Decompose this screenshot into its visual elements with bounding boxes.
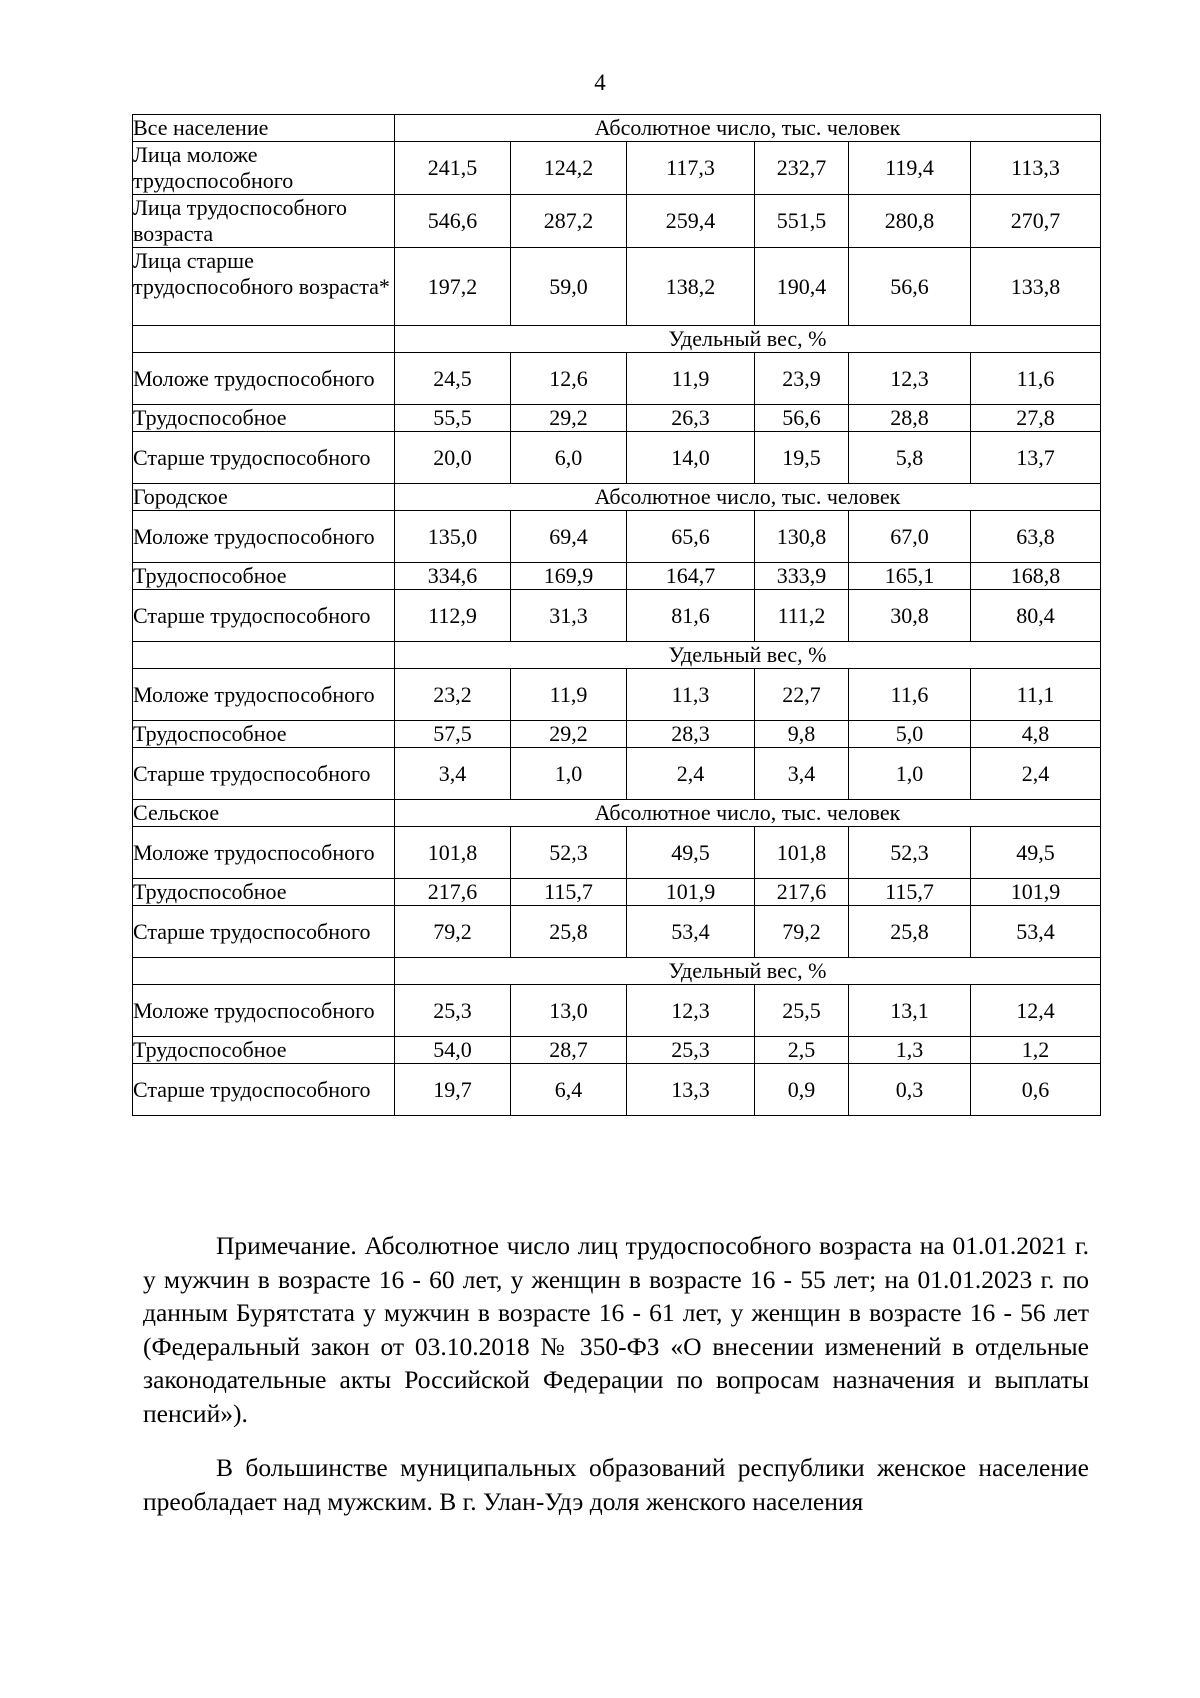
- table-cell: 49,5: [627, 827, 755, 879]
- table-cell: 13,1: [849, 985, 971, 1037]
- table-cell: 217,6: [755, 879, 849, 906]
- table-cell: 22,7: [755, 669, 849, 721]
- section-label: Сельское: [133, 800, 395, 827]
- row-label: Лица старше трудоспособного возраста*: [133, 248, 395, 326]
- unit-header-row: [133, 484, 1101, 511]
- population-table: [132, 114, 1101, 1116]
- table-cell: 1,2: [971, 1037, 1101, 1064]
- row-label: Трудоспособное: [133, 405, 395, 432]
- table-row: [133, 432, 1101, 484]
- row-label: Моложе трудоспособного: [133, 985, 395, 1037]
- row-label: Старше трудоспособного: [133, 906, 395, 958]
- unit-header-row: [133, 642, 1101, 669]
- table-cell: 25,5: [755, 985, 849, 1037]
- table-cell: 6,0: [511, 432, 627, 484]
- unit-label: Абсолютное число, тыс. человек: [395, 800, 1101, 827]
- table-cell: 29,2: [511, 405, 627, 432]
- table-cell: 11,1: [971, 669, 1101, 721]
- table-cell: 2,5: [755, 1037, 849, 1064]
- table-cell: 69,4: [511, 511, 627, 563]
- table-cell: 12,4: [971, 985, 1101, 1037]
- row-label: Трудоспособное: [133, 879, 395, 906]
- row-label: Трудоспособное: [133, 563, 395, 590]
- table-cell: 6,4: [511, 1064, 627, 1116]
- table-cell: 25,3: [395, 985, 511, 1037]
- section-label: Городское: [133, 484, 395, 511]
- table-cell: 115,7: [849, 879, 971, 906]
- table-cell: 119,4: [849, 142, 971, 195]
- table-row: [133, 563, 1101, 590]
- section-label: [133, 958, 395, 985]
- table-cell: 79,2: [755, 906, 849, 958]
- table-cell: 14,0: [627, 432, 755, 484]
- table-cell: 19,7: [395, 1064, 511, 1116]
- table-cell: 11,6: [971, 353, 1101, 405]
- table-cell: 54,0: [395, 1037, 511, 1064]
- table-cell: 12,3: [849, 353, 971, 405]
- table-cell: 52,3: [849, 827, 971, 879]
- table-row: [133, 248, 1101, 326]
- section-label: [133, 326, 395, 353]
- table-cell: 11,3: [627, 669, 755, 721]
- table-cell: 20,0: [395, 432, 511, 484]
- table-cell: 551,5: [755, 195, 849, 248]
- unit-label: Абсолютное число, тыс. человек: [395, 115, 1101, 142]
- table-cell: 1,0: [511, 748, 627, 800]
- table-cell: 0,9: [755, 1064, 849, 1116]
- table-cell: 101,9: [971, 879, 1101, 906]
- table-row: [133, 827, 1101, 879]
- table-cell: 232,7: [755, 142, 849, 195]
- table-cell: 241,5: [395, 142, 511, 195]
- table-cell: 3,4: [755, 748, 849, 800]
- table-cell: 56,6: [849, 248, 971, 326]
- table-cell: 1,0: [849, 748, 971, 800]
- table-cell: 5,0: [849, 721, 971, 748]
- table-cell: 29,2: [511, 721, 627, 748]
- table-cell: 13,7: [971, 432, 1101, 484]
- table-cell: 101,8: [755, 827, 849, 879]
- table-cell: 130,8: [755, 511, 849, 563]
- table-cell: 13,0: [511, 985, 627, 1037]
- table-cell: 101,8: [395, 827, 511, 879]
- table-cell: 25,8: [849, 906, 971, 958]
- table-cell: 63,8: [971, 511, 1101, 563]
- row-label: Лица моложе трудоспособного: [133, 142, 395, 195]
- table-cell: 1,3: [849, 1037, 971, 1064]
- table-cell: 0,3: [849, 1064, 971, 1116]
- unit-header-row: [133, 326, 1101, 353]
- table-cell: 11,6: [849, 669, 971, 721]
- table-cell: 28,7: [511, 1037, 627, 1064]
- table-row: [133, 721, 1101, 748]
- table-cell: 12,6: [511, 353, 627, 405]
- table-cell: 0,6: [971, 1064, 1101, 1116]
- table-cell: 111,2: [755, 590, 849, 642]
- table-cell: 190,4: [755, 248, 849, 326]
- table-cell: 112,9: [395, 590, 511, 642]
- table-row: [133, 748, 1101, 800]
- table-cell: 2,4: [971, 748, 1101, 800]
- table-row: [133, 985, 1101, 1037]
- table-cell: 59,0: [511, 248, 627, 326]
- table-cell: 52,3: [511, 827, 627, 879]
- table-cell: 26,3: [627, 405, 755, 432]
- table-cell: 80,4: [971, 590, 1101, 642]
- table-cell: 259,4: [627, 195, 755, 248]
- table-cell: 31,3: [511, 590, 627, 642]
- table-cell: 138,2: [627, 248, 755, 326]
- unit-header-row: [133, 958, 1101, 985]
- table-cell: 164,7: [627, 563, 755, 590]
- table-cell: 333,9: [755, 563, 849, 590]
- table-cell: 3,4: [395, 748, 511, 800]
- table-cell: 546,6: [395, 195, 511, 248]
- row-label: Старше трудоспособного: [133, 748, 395, 800]
- table-cell: 49,5: [971, 827, 1101, 879]
- unit-label: Удельный вес, %: [395, 326, 1101, 353]
- table-row: [133, 353, 1101, 405]
- table-row: [133, 142, 1101, 195]
- table-cell: 334,6: [395, 563, 511, 590]
- table-cell: 165,1: [849, 563, 971, 590]
- table-cell: 19,5: [755, 432, 849, 484]
- table-cell: 67,0: [849, 511, 971, 563]
- table-cell: 23,2: [395, 669, 511, 721]
- table-row: [133, 669, 1101, 721]
- table-row: [133, 906, 1101, 958]
- table-cell: 28,3: [627, 721, 755, 748]
- row-label: Моложе трудоспособного: [133, 353, 395, 405]
- table-cell: 9,8: [755, 721, 849, 748]
- unit-label: Удельный вес, %: [395, 642, 1101, 669]
- table-cell: 53,4: [627, 906, 755, 958]
- table-cell: 28,8: [849, 405, 971, 432]
- body-paragraph: В большинстве муниципальных образований республики женское население преобладает над мужским. В г. Улан-Удэ доля женского населения: [143, 1453, 1089, 1516]
- row-label: Моложе трудоспособного: [133, 669, 395, 721]
- section-label: [133, 642, 395, 669]
- table-cell: 270,7: [971, 195, 1101, 248]
- table-cell: 113,3: [971, 142, 1101, 195]
- table-cell: 217,6: [395, 879, 511, 906]
- row-label: Старше трудоспособного: [133, 432, 395, 484]
- table-row: [133, 590, 1101, 642]
- table-cell: 56,6: [755, 405, 849, 432]
- note-paragraph: Примечание. Абсолютное число лиц трудоспособного возраста на 01.01.2021 г. у мужчин в возрасте 16 - 60 лет, у женщин в возрасте 16 - 55 лет; на 01.01.2023 г. по данным Бурятстата у мужчин в возрасте 16 - 61 лет, у женщин в возрасте 16 - 56 лет (Федеральный закон от 03.10.2018 № 350-ФЗ «О внесении изменений в отдельные законодательные акты Российской Федерации по вопросам назначения и выплаты пенсий»).: [143, 1231, 1089, 1428]
- table-cell: 25,3: [627, 1037, 755, 1064]
- table-cell: 53,4: [971, 906, 1101, 958]
- table-cell: 124,2: [511, 142, 627, 195]
- table-cell: 27,8: [971, 405, 1101, 432]
- table-cell: 13,3: [627, 1064, 755, 1116]
- row-label: Старше трудоспособного: [133, 1064, 395, 1116]
- table-cell: 280,8: [849, 195, 971, 248]
- table-row: [133, 1037, 1101, 1064]
- table-cell: 5,8: [849, 432, 971, 484]
- row-label: Трудоспособное: [133, 721, 395, 748]
- row-label: Моложе трудоспособного: [133, 827, 395, 879]
- table-row: [133, 405, 1101, 432]
- table-cell: 23,9: [755, 353, 849, 405]
- table-cell: 12,3: [627, 985, 755, 1037]
- section-label: Все население: [133, 115, 395, 142]
- table-cell: 287,2: [511, 195, 627, 248]
- table-cell: 81,6: [627, 590, 755, 642]
- row-label: Лица трудоспособного возраста: [133, 195, 395, 248]
- table-cell: 197,2: [395, 248, 511, 326]
- table-cell: 55,5: [395, 405, 511, 432]
- row-label: Старше трудоспособного: [133, 590, 395, 642]
- table-cell: 25,8: [511, 906, 627, 958]
- row-label: Моложе трудоспособного: [133, 511, 395, 563]
- table-cell: 115,7: [511, 879, 627, 906]
- table-cell: 133,8: [971, 248, 1101, 326]
- table-row: [133, 195, 1101, 248]
- table-cell: 168,8: [971, 563, 1101, 590]
- table-row: [133, 511, 1101, 563]
- table-cell: 4,8: [971, 721, 1101, 748]
- page-number: 4: [594, 70, 606, 95]
- table-cell: 169,9: [511, 563, 627, 590]
- table-cell: 2,4: [627, 748, 755, 800]
- table-cell: 57,5: [395, 721, 511, 748]
- table-cell: 65,6: [627, 511, 755, 563]
- table-cell: 117,3: [627, 142, 755, 195]
- table-cell: 30,8: [849, 590, 971, 642]
- table-row: [133, 879, 1101, 906]
- unit-header-row: [133, 800, 1101, 827]
- unit-label: Абсолютное число, тыс. человек: [395, 484, 1101, 511]
- table-row: [133, 1064, 1101, 1116]
- table-cell: 11,9: [627, 353, 755, 405]
- unit-header-row: [133, 115, 1101, 142]
- unit-label: Удельный вес, %: [395, 958, 1101, 985]
- table-cell: 79,2: [395, 906, 511, 958]
- table-cell: 101,9: [627, 879, 755, 906]
- table-cell: 24,5: [395, 353, 511, 405]
- table-cell: 11,9: [511, 669, 627, 721]
- table-cell: 135,0: [395, 511, 511, 563]
- row-label: Трудоспособное: [133, 1037, 395, 1064]
